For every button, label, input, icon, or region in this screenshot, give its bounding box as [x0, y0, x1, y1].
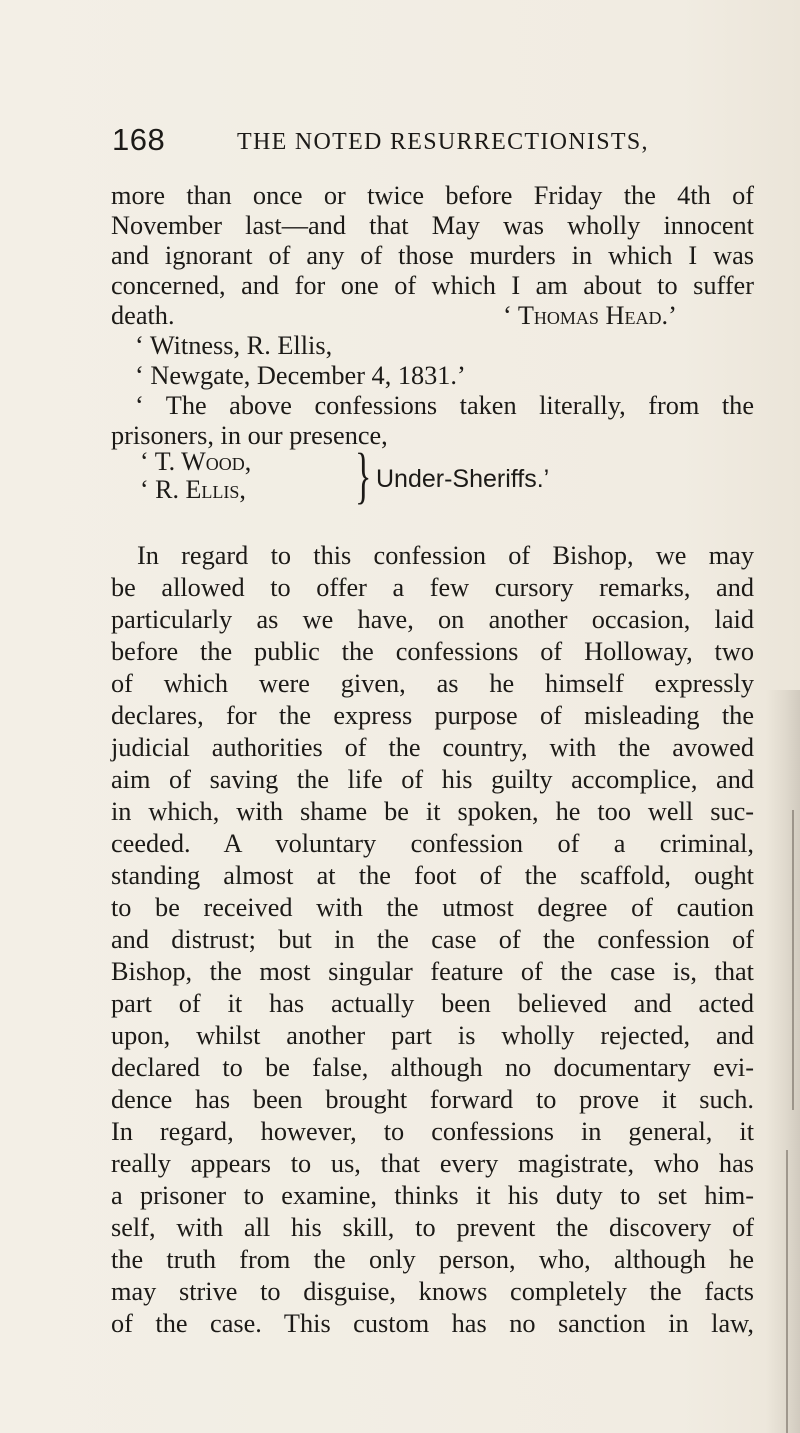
page-edge-line	[792, 810, 794, 1110]
paragraph-line: of which were given, as he himself expressly	[111, 669, 754, 698]
paragraph-line: part of it has actually been believed and acted	[111, 989, 754, 1018]
paragraph-line: to be received with the utmost degree of caution	[111, 893, 754, 922]
paragraph-line: before the public the confessions of Holloway, two	[111, 637, 754, 666]
witness-line: ‘ Witness, R. Ellis,	[135, 331, 333, 360]
paragraph-line: really appears to us, that every magistrate, who has	[111, 1149, 754, 1178]
attestation-line: prisoners, in our presence,	[111, 421, 388, 450]
paragraph-line: In regard to this confession of Bishop, we may	[137, 541, 754, 570]
text-line: November last—and that May was wholly innocent	[111, 211, 754, 240]
paragraph-line: may strive to disguise, knows completely the facts	[111, 1277, 754, 1306]
paragraph-line: standing almost at the foot of the scaffold, ought	[111, 861, 754, 890]
paragraph-line: be allowed to offer a few cursory remarks, and	[111, 573, 754, 602]
paragraph-line: in which, with shame be it spoken, he too well suc-	[111, 797, 754, 826]
paragraph-line: upon, whilst another part is wholly rejected, and	[111, 1021, 754, 1050]
paragraph-line: a prisoner to examine, thinks it his duty to set him-	[111, 1181, 754, 1210]
text-line: death.	[111, 301, 175, 330]
page-edge-line	[786, 1150, 788, 1433]
paragraph-line: self, with all his skill, to prevent the discovery of	[111, 1213, 754, 1242]
under-sheriffs-block	[140, 442, 550, 518]
paragraph-line: particularly as we have, on another occasion, laid	[111, 605, 754, 634]
paragraph-line: ceeded. A voluntary confession of a criminal,	[111, 829, 754, 858]
paragraph-line: declared to be false, although no documentary evi-	[111, 1053, 754, 1082]
signer-r-ellis: ‘ R. Ellis,	[140, 475, 246, 504]
paragraph-line: and distrust; but in the case of the confession of	[111, 925, 754, 954]
paragraph-line: the truth from the only person, who, although he	[111, 1245, 754, 1274]
running-title: THE NOTED RESURRECTIONISTS,	[237, 129, 649, 155]
signer-role: Under-Sheriffs.’	[376, 465, 550, 493]
text-line: concerned, and for one of which I am about to suffer	[111, 271, 754, 300]
signer-t-wood: ‘ T. Wood,	[140, 447, 252, 476]
paragraph-line: aim of saving the life of his guilty accomplice, and	[111, 765, 754, 794]
page-number: 168	[112, 122, 166, 157]
attestation-line: ‘ The above confessions taken literally, from the	[135, 391, 754, 420]
page-header	[112, 122, 712, 162]
witness-date-line: ‘ Newgate, December 4, 1831.’	[135, 361, 466, 390]
paragraph-line: Bishop, the most singular feature of the case is, that	[111, 957, 754, 986]
text-line: and ignorant of any of those murders in which I was	[111, 241, 754, 270]
text-line: more than once or twice before Friday the 4th of	[111, 181, 754, 210]
paragraph-line: dence has been brought forward to prove it such.	[111, 1085, 754, 1114]
paragraph-line: of the case. This custom has no sanction in law,	[111, 1309, 754, 1338]
paragraph-line: judicial authorities of the country, with the avowed	[111, 733, 754, 762]
paragraph-line: In regard, however, to confessions in general, it	[111, 1117, 754, 1146]
signature-thomas-head: ‘ Thomas Head.’	[503, 301, 677, 330]
page-edge-shadow	[766, 690, 800, 1433]
paragraph-line: declares, for the express purpose of misleading the	[111, 701, 754, 730]
curly-brace: }	[355, 442, 372, 510]
